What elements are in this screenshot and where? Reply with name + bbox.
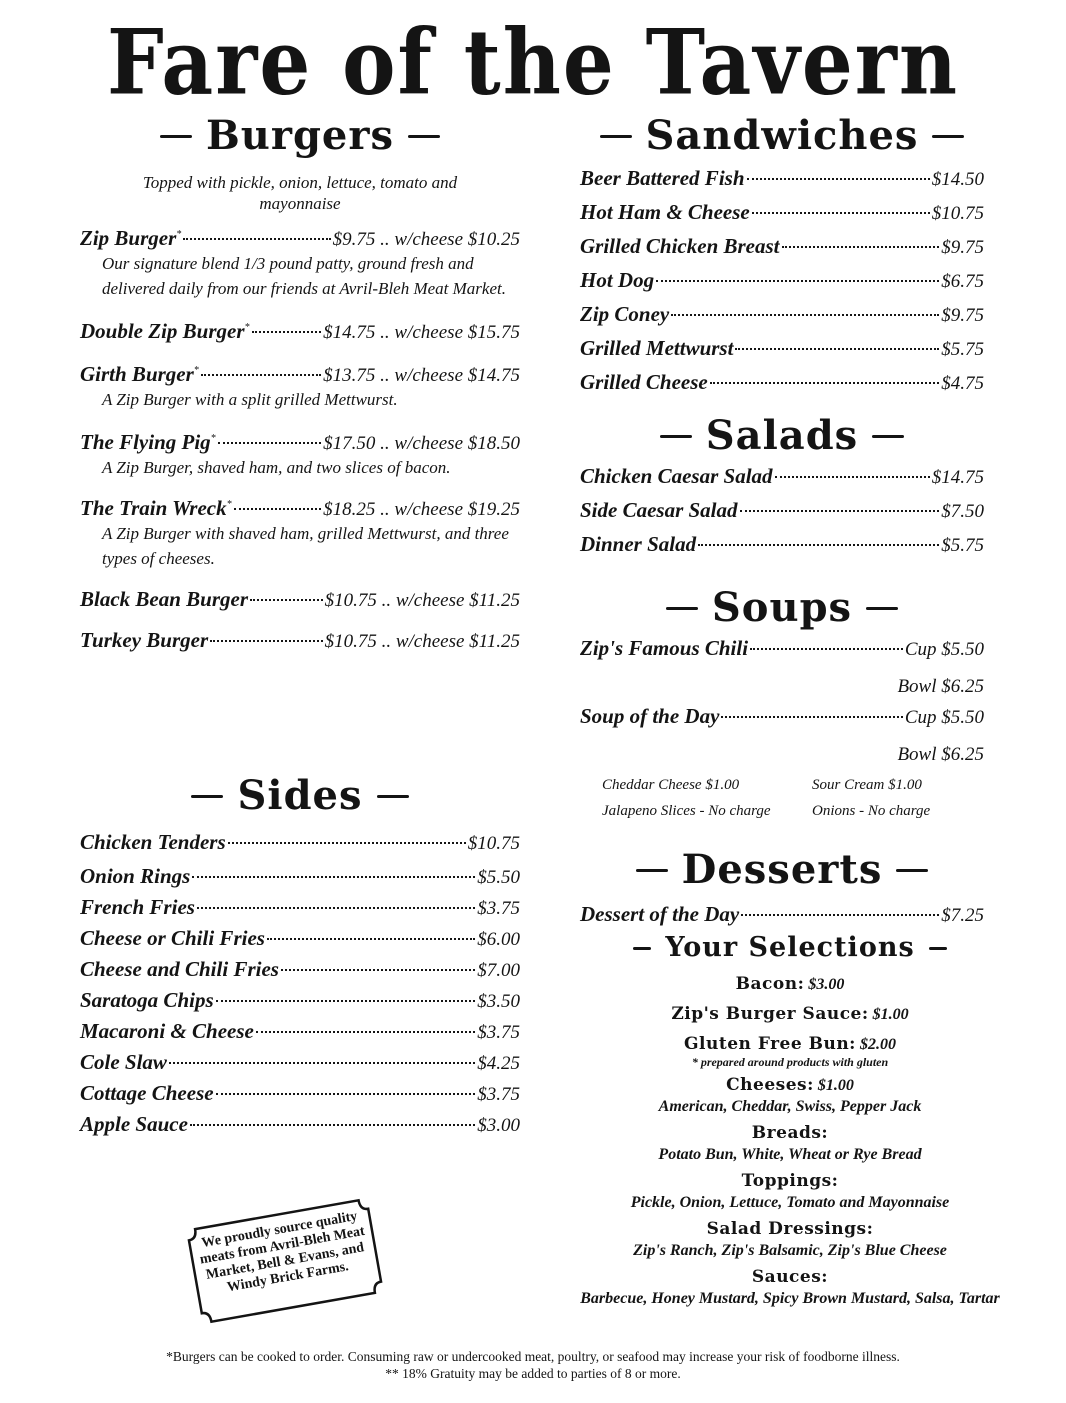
side-item: Chicken Tenders $10.75 — [80, 830, 520, 854]
item-price: $14.75 — [323, 322, 376, 343]
item-name: Turkey Burger — [80, 628, 209, 652]
sauces-list: Barbecue, Honey Mustard, Spicy Brown Mustard, Salsa, Tartar — [580, 1290, 1000, 1307]
dot-leader — [250, 599, 323, 601]
dot-leader — [218, 442, 322, 444]
salads-list — [580, 464, 984, 566]
side-item: French Fries $3.75 — [80, 895, 520, 919]
item-name: Zip Burger* — [80, 226, 182, 250]
side-item: Macaroni & Cheese $3.75 — [80, 1019, 520, 1043]
dot-leader — [741, 914, 939, 916]
cheese-price: .. w/cheese $11.25 — [376, 631, 520, 652]
heading-ornament — [866, 607, 898, 610]
toppings-label: Toppings: — [741, 1171, 839, 1191]
dressings-label: Salad Dressings: — [706, 1219, 874, 1239]
sandwiches-heading — [580, 108, 984, 164]
dot-leader — [656, 280, 939, 282]
soups-heading-text: Soups — [711, 584, 853, 631]
sides-heading-text: Sides — [237, 772, 363, 819]
salads-heading — [580, 408, 984, 464]
dot-leader — [671, 314, 939, 316]
sauces-label: Sauces: — [751, 1267, 829, 1287]
heading-ornament — [896, 869, 928, 872]
sandwiches-heading-text: Sandwiches — [645, 112, 919, 159]
sandwiches-list — [580, 166, 984, 404]
side-item: Cheese or Chili Fries $6.00 — [80, 926, 520, 950]
item-description: A Zip Burger, shaved ham, and two slices of bacon. — [102, 458, 451, 477]
dot-leader — [216, 1000, 476, 1002]
item-price: $18.25 — [323, 499, 376, 520]
desserts-heading — [580, 842, 984, 898]
soup-addons — [580, 772, 984, 824]
item-price: $13.75 — [323, 365, 376, 386]
soup-bowl-price: Bowl $6.25 — [897, 676, 984, 697]
dot-leader — [169, 1062, 475, 1064]
item-price: $10.75 — [324, 631, 377, 652]
dot-leader — [252, 331, 322, 333]
selection-burger-sauce: Zip's Burger Sauce: $1.00 — [671, 1004, 909, 1024]
side-item: Apple Sauce $3.00 — [80, 1112, 520, 1136]
addon-item: Cheddar Cheese $1.00 — [602, 777, 740, 793]
gluten-note: * prepared around products with gluten — [691, 1055, 889, 1069]
burgers-heading-text: Burgers — [206, 112, 394, 159]
sandwich-item: Grilled Cheese $4.75 — [580, 370, 984, 394]
heading-ornament — [600, 135, 632, 138]
soups-list — [580, 636, 984, 824]
dot-leader — [752, 212, 930, 214]
menu-item-girth-burger — [80, 362, 520, 412]
dot-leader — [735, 348, 939, 350]
sourcing-stamp — [183, 1194, 388, 1327]
dot-leader — [710, 382, 940, 384]
sides-heading — [80, 768, 520, 824]
dot-leader — [190, 1124, 475, 1126]
heading-ornament — [660, 435, 692, 438]
dot-leader — [201, 374, 321, 376]
sandwich-item: Hot Dog $6.75 — [580, 268, 984, 292]
dot-leader — [281, 969, 475, 971]
salad-item: Chicken Caesar Salad $14.75 — [580, 464, 984, 488]
sandwich-item: Grilled Mettwurst $5.75 — [580, 336, 984, 360]
cheese-price: .. w/cheese $10.25 — [375, 229, 520, 250]
item-description: Our signature blend 1/3 pound patty, ground fresh and delivered daily from our friends at Avril-Bleh Meat Market. — [102, 254, 506, 298]
side-item: Cheese and Chili Fries $7.00 — [80, 957, 520, 981]
dot-leader — [267, 938, 475, 940]
footnote-consumer-advisory: *Burgers can be cooked to order. Consuming raw or undercooked meat, poultry, or seafood may increase your risk of foodborne illness. — [166, 1349, 900, 1364]
dot-leader — [698, 544, 939, 546]
heading-ornament — [636, 869, 668, 872]
sides-section — [80, 768, 520, 1143]
dot-leader — [747, 178, 930, 180]
item-name: Double Zip Burger* — [80, 319, 250, 343]
dressings-list: Zip's Ranch, Zip's Balsamic, Zip's Blue Cheese — [633, 1242, 947, 1259]
breads-label: Breads: — [751, 1123, 829, 1143]
menu-item-turkey-burger — [80, 628, 520, 653]
salads-heading-text: Salads — [705, 412, 859, 459]
sandwich-item: Grilled Chicken Breast $9.75 — [580, 234, 984, 258]
selection-gluten-free: Gluten Free Bun: $2.00 — [684, 1034, 896, 1054]
cheese-price: .. w/cheese $19.25 — [375, 499, 520, 520]
soup-bowl-price: Bowl $6.25 — [897, 744, 984, 765]
item-name: Girth Burger* — [80, 362, 199, 386]
selection-cheeses: Cheeses: $1.00 — [726, 1075, 854, 1095]
item-name: The Flying Pig* — [80, 430, 216, 454]
dot-leader — [782, 246, 940, 248]
menu-item-zip-burger — [80, 226, 520, 301]
desserts-heading-text: Desserts — [681, 846, 883, 893]
selections-heading-text: Your Selections — [665, 932, 915, 963]
item-description: A Zip Burger with a split grilled Mettwurst. — [102, 390, 398, 409]
menu-item-black-bean-burger — [80, 587, 520, 612]
item-price: $9.75 — [332, 229, 376, 250]
heading-ornament — [666, 607, 698, 610]
dot-leader — [192, 876, 475, 878]
heading-ornament — [160, 135, 192, 138]
salad-item: Dinner Salad $5.75 — [580, 532, 984, 556]
menu-title: Fare of the Tavern — [106, 9, 960, 115]
footnote-gratuity: ** 18% Gratuity may be added to parties of 8 or more. — [385, 1366, 681, 1381]
sandwich-item: Hot Ham & Cheese $10.75 — [580, 200, 984, 224]
soup-item: Soup of the Day Cup $5.50 — [580, 704, 984, 728]
sides-list — [80, 830, 520, 1143]
sandwich-item: Zip Coney $9.75 — [580, 302, 984, 326]
addon-item: Sour Cream $1.00 — [812, 777, 922, 793]
soup-item: Zip's Famous Chili Cup $5.50 — [580, 636, 984, 660]
side-item: Onion Rings $5.50 — [80, 864, 520, 888]
sandwich-item: Beer Battered Fish $14.50 — [580, 166, 984, 190]
toppings-list: Pickle, Onion, Lettuce, Tomato and Mayonnaise — [630, 1194, 950, 1211]
item-price: $10.75 — [324, 590, 377, 611]
left-column — [80, 108, 520, 667]
cheese-price: .. w/cheese $18.50 — [375, 433, 520, 454]
dot-leader — [775, 476, 930, 478]
addon-item: Onions - No charge — [812, 803, 931, 819]
selection-bacon: Bacon: $3.00 — [735, 974, 845, 994]
dot-leader — [183, 238, 330, 240]
menu-item-train-wreck — [80, 496, 520, 571]
item-name: The Train Wreck* — [80, 496, 232, 520]
burgers-heading — [80, 108, 520, 164]
dot-leader — [228, 842, 466, 844]
footer-notes — [0, 1348, 1066, 1382]
cheese-price: .. w/cheese $14.75 — [375, 365, 520, 386]
heading-ornament — [191, 795, 223, 798]
selections-heading — [570, 928, 1010, 968]
side-item: Saratoga Chips $3.50 — [80, 988, 520, 1012]
dot-leader — [256, 1031, 475, 1033]
breads-list: Potato Bun, White, Wheat or Rye Bread — [658, 1146, 922, 1163]
burgers-intro: Topped with pickle, onion, lettuce, tomato and mayonnaise — [142, 173, 458, 213]
item-description: A Zip Burger with shaved ham, grilled Mettwurst, and three types of cheeses. — [102, 524, 509, 568]
heading-ornament — [872, 435, 904, 438]
heading-ornament — [408, 135, 440, 138]
side-item: Cottage Cheese $3.75 — [80, 1081, 520, 1105]
item-name: Black Bean Burger — [80, 587, 249, 611]
stamp-text: We proudly source quality meats from Avril-Bleh Meat Market, Bell & Evans, and Windy Brick Farms. — [198, 1208, 366, 1296]
dot-leader — [234, 508, 322, 510]
right-column — [580, 108, 984, 936]
heading-ornament — [932, 135, 964, 138]
menu-item-double-zip-burger — [80, 319, 520, 344]
heading-ornament — [377, 795, 409, 798]
selections-section — [570, 928, 1010, 1309]
side-item: Cole Slaw $4.25 — [80, 1050, 520, 1074]
cheeses-list: American, Cheddar, Swiss, Pepper Jack — [658, 1098, 922, 1115]
salad-item: Side Caesar Salad $7.50 — [580, 498, 984, 522]
item-price: $17.50 — [323, 433, 376, 454]
cheese-price: .. w/cheese $15.75 — [375, 322, 520, 343]
dot-leader — [740, 510, 940, 512]
cheese-price: .. w/cheese $11.25 — [376, 590, 520, 611]
dot-leader — [197, 907, 475, 909]
dot-leader — [750, 648, 903, 650]
soups-heading — [580, 580, 984, 636]
addon-item: Jalapeno Slices - No charge — [602, 803, 771, 819]
heading-ornament — [929, 947, 947, 950]
menu-item-flying-pig — [80, 430, 520, 480]
heading-ornament — [633, 947, 651, 950]
dot-leader — [721, 716, 902, 718]
dot-leader — [210, 640, 322, 642]
dot-leader — [216, 1093, 476, 1095]
dessert-item: Dessert of the Day $7.25 — [580, 902, 984, 926]
